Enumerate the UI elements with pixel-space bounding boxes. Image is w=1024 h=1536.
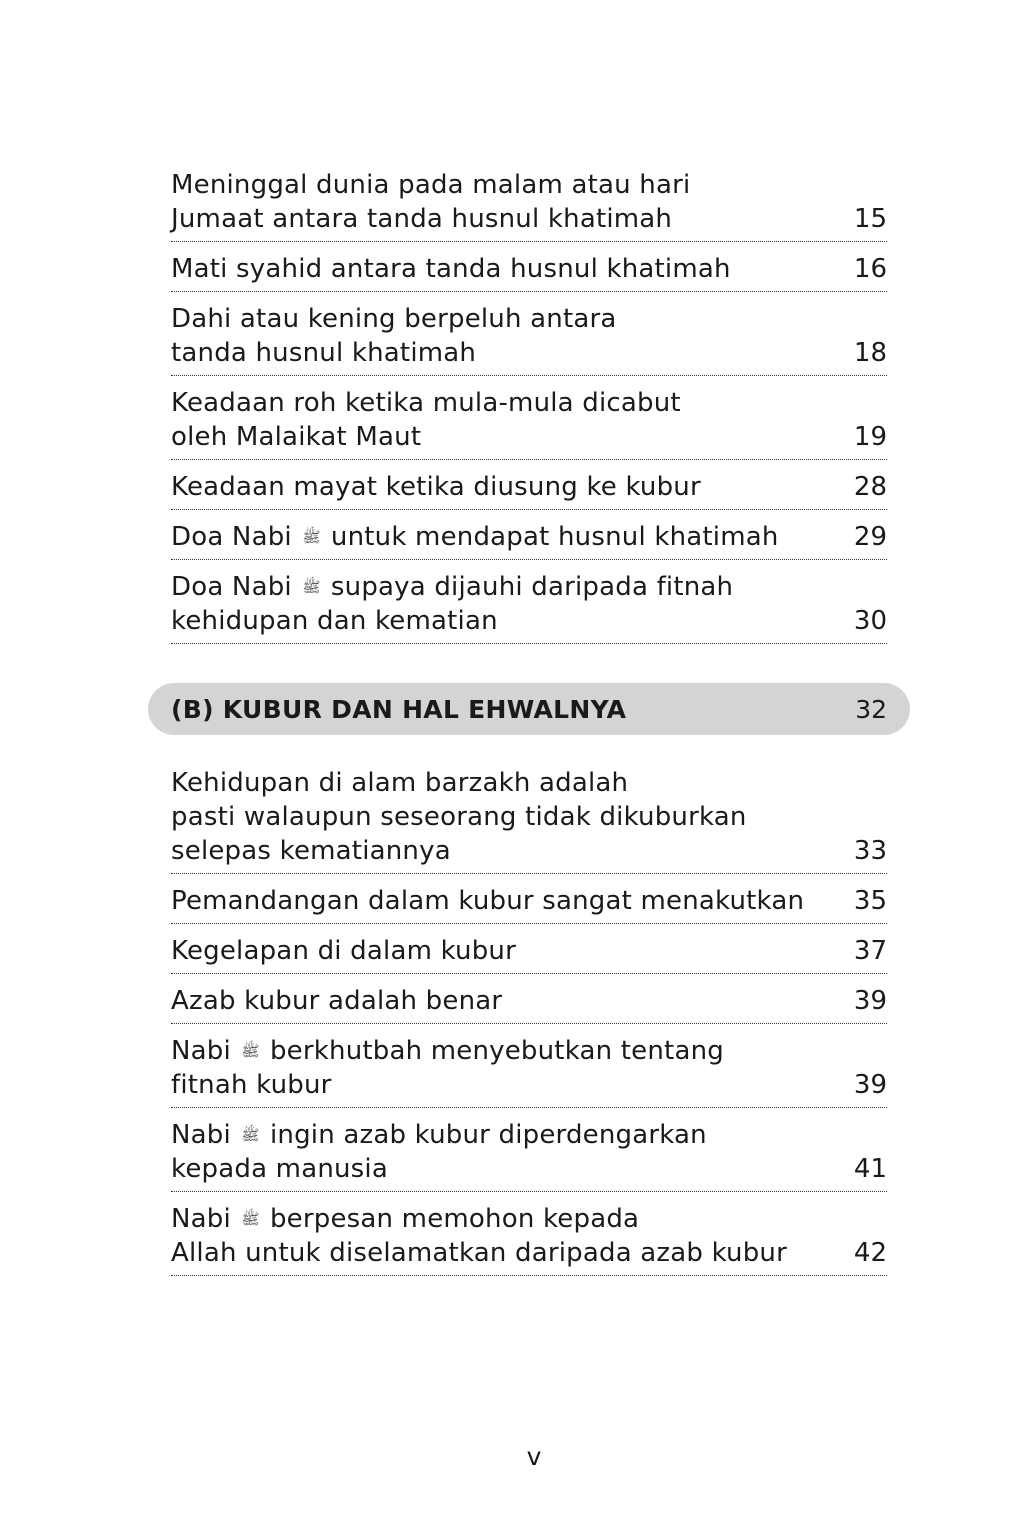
toc-entry-title bbox=[171, 302, 854, 370]
toc-entry-line: Kehidupan di alam barzakh adalah bbox=[171, 768, 629, 798]
toc-entry-text: Doa Nabi bbox=[171, 572, 301, 602]
toc-entry-page-number: 16 bbox=[853, 254, 887, 284]
toc-entry-text: ingin azab kubur diperdengarkan bbox=[261, 1120, 707, 1150]
toc-entry[interactable] bbox=[171, 882, 887, 924]
toc-entry[interactable] bbox=[171, 384, 887, 460]
toc-entry-page-number: 41 bbox=[853, 1154, 887, 1184]
toc-entry-title bbox=[171, 252, 854, 286]
toc-entry-text: untuk mendapat husnul khatimah bbox=[322, 522, 779, 552]
toc-entry-page-number: 19 bbox=[853, 422, 887, 452]
toc-entry-line: selepas kematiannya bbox=[171, 836, 451, 866]
toc-entry-line: Allah untuk diselamatkan daripada azab kubur bbox=[171, 1238, 787, 1268]
toc-entry-line: Keadaan roh ketika mula-mula dicabut bbox=[171, 388, 681, 418]
toc-entry[interactable] bbox=[171, 468, 887, 510]
toc-entry-page-number: 39 bbox=[853, 1070, 887, 1100]
toc-entry-line: pasti walaupun seseorang tidak dikuburkan bbox=[171, 802, 747, 832]
toc-entry-line: kehidupan dan kematian bbox=[171, 606, 498, 636]
salawat-symbol-icon: ﷺ bbox=[241, 1210, 260, 1228]
toc-entry-title bbox=[171, 470, 854, 504]
toc-entry[interactable] bbox=[171, 932, 887, 974]
toc-entry-page-number: 28 bbox=[853, 472, 887, 502]
toc-entry-line bbox=[171, 1034, 834, 1068]
salawat-symbol-icon: ﷺ bbox=[241, 1042, 260, 1060]
toc-entry-line: kepada manusia bbox=[171, 1154, 388, 1184]
toc-entry-line: Dahi atau kening berpeluh antara bbox=[171, 304, 617, 334]
toc-list-upper bbox=[171, 166, 887, 652]
toc-entry-text: Nabi bbox=[171, 1204, 240, 1234]
toc-entry-title bbox=[171, 766, 854, 868]
toc-entry[interactable] bbox=[171, 1200, 887, 1276]
toc-entry-line bbox=[171, 1202, 834, 1236]
section-page-number: 32 bbox=[855, 694, 887, 724]
salawat-symbol-icon: ﷺ bbox=[302, 528, 321, 546]
toc-entry-line: Keadaan mayat ketika diusung ke kubur bbox=[171, 472, 701, 502]
section-title: (B) KUBUR DAN HAL EHWALNYA bbox=[171, 694, 627, 724]
toc-entry-line: tanda husnul khatimah bbox=[171, 338, 477, 368]
toc-entry[interactable] bbox=[171, 982, 887, 1024]
toc-entry-text: Doa Nabi bbox=[171, 522, 301, 552]
toc-entry-line: Azab kubur adalah benar bbox=[171, 986, 503, 1016]
toc-entry[interactable] bbox=[171, 300, 887, 376]
toc-entry-line: Mati syahid antara tanda husnul khatimah bbox=[171, 254, 731, 284]
toc-entry-title bbox=[171, 1202, 854, 1270]
toc-entry-page-number: 39 bbox=[853, 986, 887, 1016]
toc-list-lower bbox=[171, 764, 887, 1284]
toc-entry-text: berkhutbah menyebutkan tentang bbox=[261, 1036, 724, 1066]
toc-entry-line bbox=[171, 1118, 834, 1152]
toc-entry-text: berpesan memohon kepada bbox=[261, 1204, 640, 1234]
section-header-bar[interactable] bbox=[148, 683, 910, 735]
toc-entry-line: Kegelapan di dalam kubur bbox=[171, 936, 516, 966]
toc-entry-text: supaya dijauhi daripada fitnah bbox=[322, 572, 734, 602]
toc-entry-line: Meninggal dunia pada malam atau hari bbox=[171, 170, 691, 200]
toc-entry-line: fitnah kubur bbox=[171, 1070, 332, 1100]
toc-entry-line bbox=[171, 520, 834, 554]
toc-entry[interactable] bbox=[171, 1032, 887, 1108]
toc-entry[interactable] bbox=[171, 1116, 887, 1192]
toc-entry[interactable] bbox=[171, 166, 887, 242]
toc-entry-line bbox=[171, 570, 834, 604]
page-folio: v bbox=[526, 1442, 542, 1471]
toc-entry-page-number: 37 bbox=[853, 936, 887, 966]
toc-entry-page-number: 33 bbox=[853, 836, 887, 866]
toc-entry-line: oleh Malaikat Maut bbox=[171, 422, 422, 452]
toc-entry-page-number: 18 bbox=[853, 338, 887, 368]
toc-entry-title bbox=[171, 884, 854, 918]
toc-entry-page-number: 35 bbox=[853, 886, 887, 916]
toc-entry-line: Jumaat antara tanda husnul khatimah bbox=[171, 204, 673, 234]
toc-entry-title bbox=[171, 520, 854, 554]
toc-entry[interactable] bbox=[171, 568, 887, 644]
toc-entry-page-number: 29 bbox=[853, 522, 887, 552]
salawat-symbol-icon: ﷺ bbox=[302, 578, 321, 596]
toc-entry-text: Nabi bbox=[171, 1036, 240, 1066]
toc-entry[interactable] bbox=[171, 518, 887, 560]
toc-entry[interactable] bbox=[171, 250, 887, 292]
toc-entry-text: Nabi bbox=[171, 1120, 240, 1150]
toc-entry-title bbox=[171, 168, 854, 236]
toc-entry-page-number: 15 bbox=[853, 204, 887, 234]
toc-entry-page-number: 42 bbox=[853, 1238, 887, 1268]
toc-entry-title bbox=[171, 386, 854, 454]
toc-entry-line: Pemandangan dalam kubur sangat menakutkan bbox=[171, 886, 805, 916]
toc-entry-title bbox=[171, 984, 854, 1018]
toc-entry-title bbox=[171, 570, 854, 638]
toc-entry-title bbox=[171, 1034, 854, 1102]
toc-entry-title bbox=[171, 1118, 854, 1186]
toc-entry-title bbox=[171, 934, 854, 968]
salawat-symbol-icon: ﷺ bbox=[241, 1126, 260, 1144]
toc-entry-page-number: 30 bbox=[853, 606, 887, 636]
toc-entry[interactable] bbox=[171, 764, 887, 874]
